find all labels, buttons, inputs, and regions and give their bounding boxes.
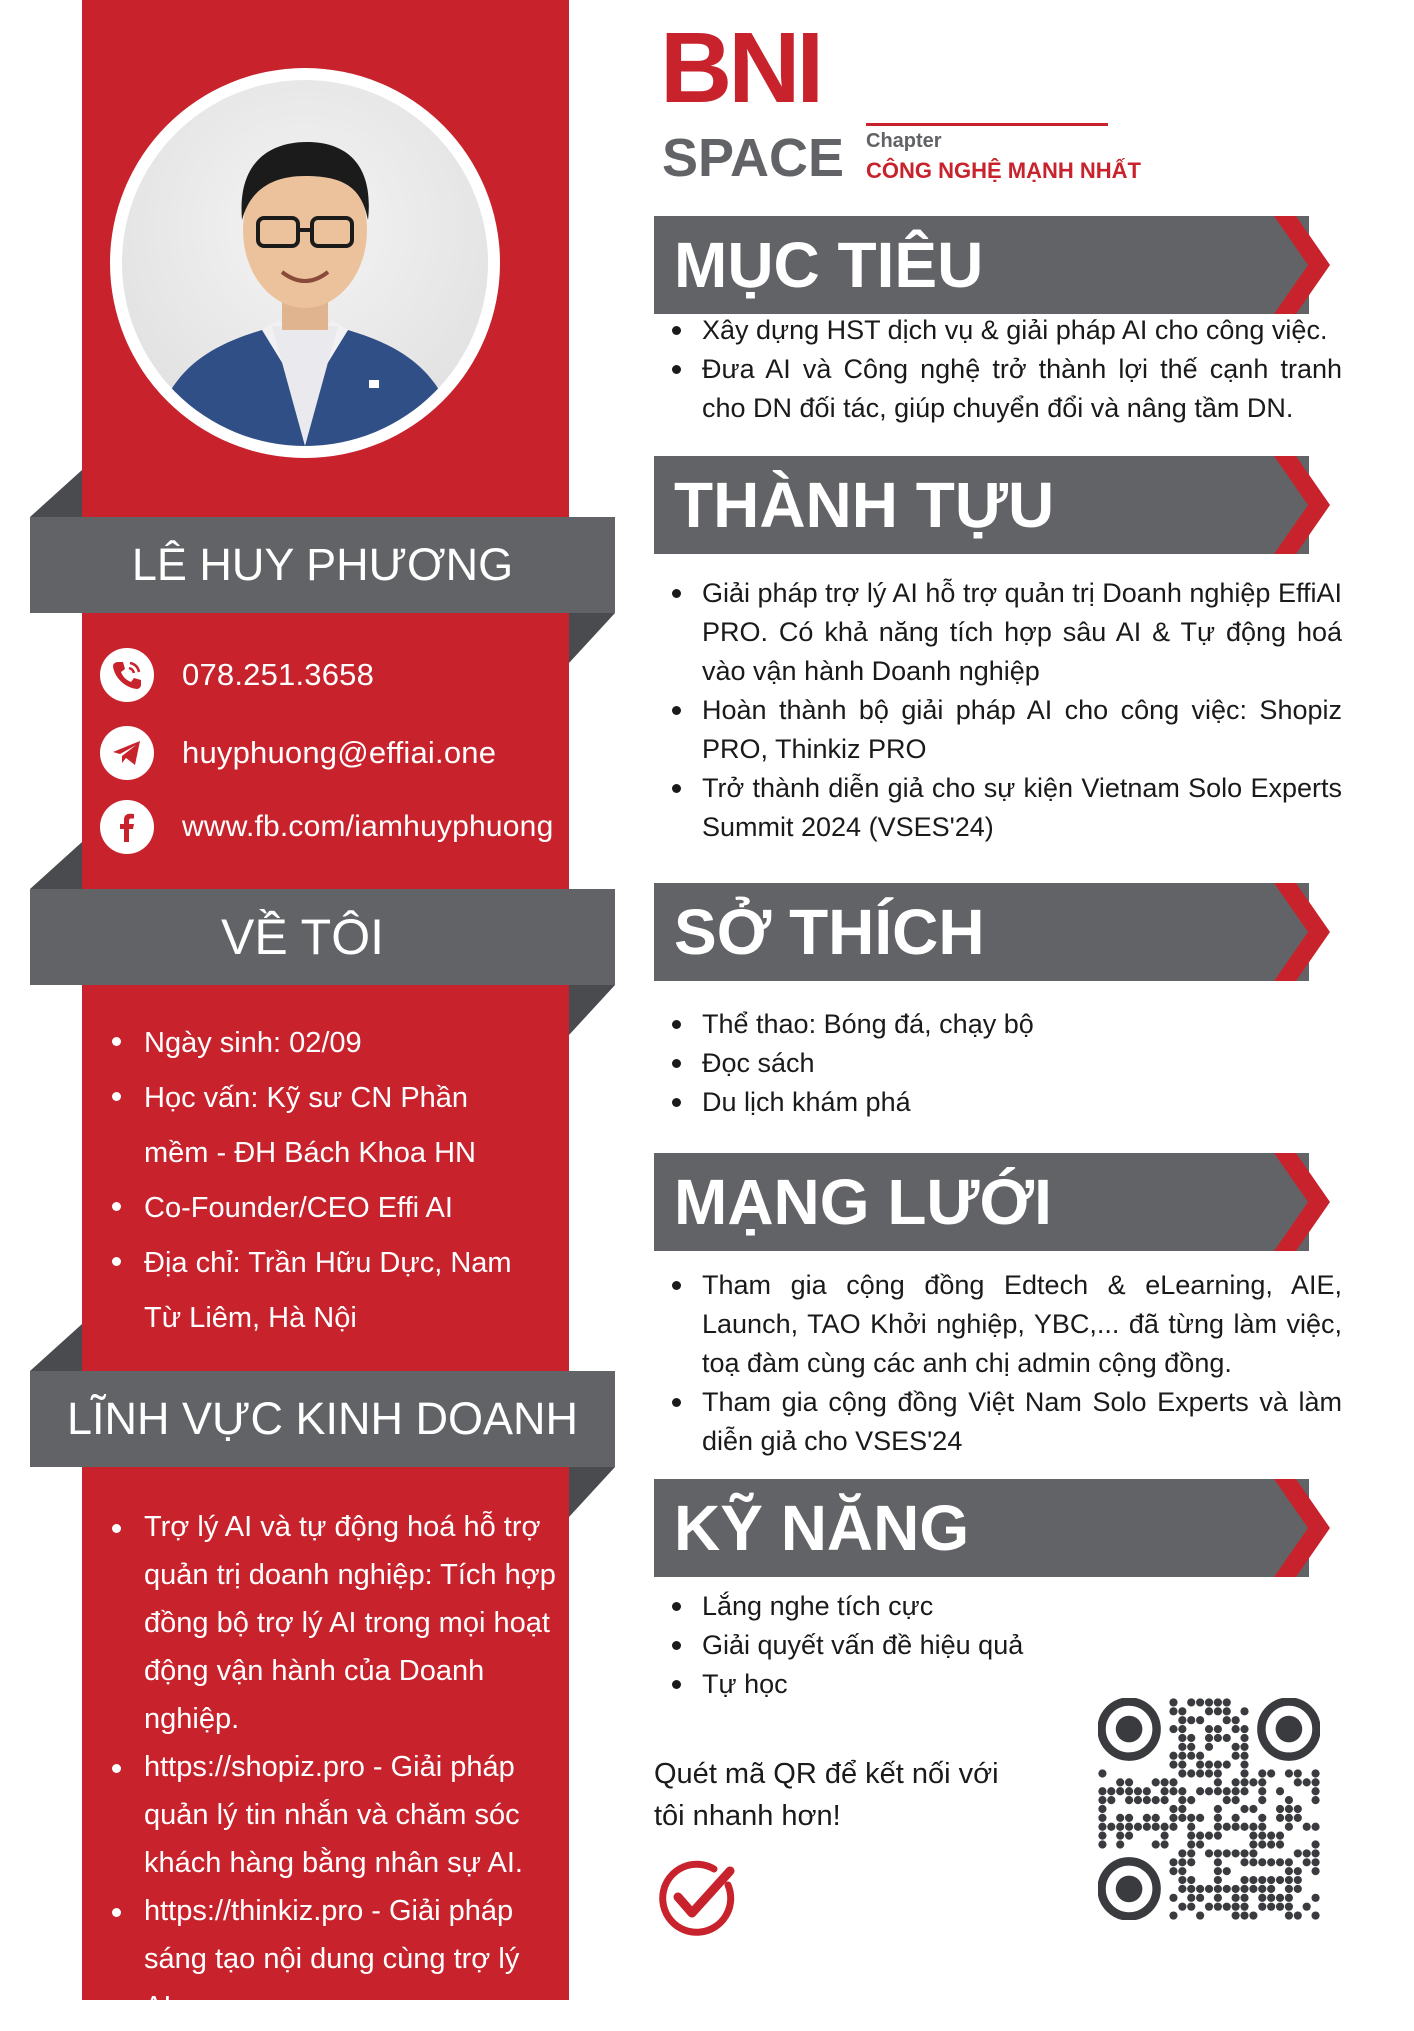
chevron-right-icon — [1274, 456, 1330, 554]
section-list — [654, 574, 1342, 847]
section-band — [654, 456, 1314, 554]
list-item: Tham gia cộng đồng Việt Nam Solo Experts và làm diễn giả cho VSES'24 — [654, 1383, 1342, 1461]
list-item: Trở thành diễn giả cho sự kiện Vietnam Solo Experts Summit 2024 (VSES'24) — [654, 769, 1342, 847]
bni-logo: BNI — [660, 12, 821, 124]
qr-code[interactable] — [1098, 1698, 1320, 1920]
section-heading: KỸ NĂNG — [654, 1479, 1309, 1577]
business-heading: LĨNH VỰC KINH DOANH — [67, 1393, 578, 1444]
band-fold — [569, 985, 615, 1035]
chevron-right-icon — [1274, 1479, 1330, 1577]
section-band — [654, 216, 1314, 314]
section-heading: THÀNH TỰU — [654, 456, 1309, 554]
section-band — [654, 883, 1314, 981]
section-list — [654, 1266, 1342, 1461]
business-list — [110, 1503, 560, 2031]
list-item: Thể thao: Bóng đá, chạy bộ — [654, 1005, 1342, 1044]
name-band — [30, 517, 615, 613]
list-item: Đọc sách — [654, 1044, 1342, 1083]
telegram-icon — [100, 726, 154, 780]
contact-email[interactable] — [100, 726, 496, 780]
band-fold — [30, 1324, 82, 1371]
facebook-icon — [100, 800, 154, 854]
chevron-right-icon — [1274, 216, 1330, 314]
list-item: Xây dựng HST dịch vụ & giải pháp AI cho công việc. — [654, 311, 1342, 350]
about-band — [30, 889, 615, 985]
email-address: huyphuong@effiai.one — [182, 735, 497, 770]
section-band — [654, 1479, 1314, 1577]
band-fold — [30, 470, 82, 517]
qr-caption: Quét mã QR để kết nối với tôi nhanh hơn! — [654, 1758, 999, 1832]
person-name: LÊ HUY PHƯƠNG — [131, 539, 514, 590]
about-list — [110, 1016, 540, 1346]
section-list — [654, 1005, 1342, 1122]
band-fold — [569, 613, 615, 663]
contact-facebook[interactable] — [100, 800, 553, 854]
list-item: Trợ lý AI và tự động hoá hỗ trợ quản trị doanh nghiệp: Tích hợp đồng bộ trợ lý AI trong mọi hoạt động vận hành của Doanh nghiệp. — [110, 1503, 560, 1743]
list-item: Co-Founder/CEO Effi AI — [110, 1181, 540, 1236]
list-item: https://shopiz.pro - Giải pháp quản lý tin nhắn và chăm sóc khách hàng bằng nhân sự AI. — [110, 1743, 560, 1887]
list-item: Giải pháp trợ lý AI hỗ trợ quản trị Doanh nghiệp EffiAI PRO. Có khả năng tích hợp sâu AI & Tự động hoá vào vận hành Doanh nghiệp — [654, 574, 1342, 691]
list-item: Du lịch khám phá — [654, 1083, 1342, 1122]
chevron-right-icon — [1274, 883, 1330, 981]
profile-photo — [122, 80, 488, 446]
section-band — [654, 1153, 1314, 1251]
list-item: Ngày sinh: 02/09 — [110, 1016, 540, 1071]
list-item: Địa chỉ: Trần Hữu Dực, Nam Từ Liêm, Hà Nội — [110, 1236, 540, 1346]
contact-phone[interactable] — [100, 648, 374, 702]
band-fold — [30, 842, 82, 889]
list-item: Tham gia cộng đồng Edtech & eLearning, AIE, Launch, TAO Khởi nghiệp, YBC,... đã từng làm việc, toạ đàm cùng các anh chị admin cộng đồng. — [654, 1266, 1342, 1383]
section-heading: SỞ THÍCH — [654, 883, 1309, 981]
space-label: SPACE — [662, 128, 845, 188]
section-list — [654, 1587, 1342, 1704]
list-item: Hoàn thành bộ giải pháp AI cho công việc: Shopiz PRO, Thinkiz PRO — [654, 691, 1342, 769]
list-item: Học vấn: Kỹ sư CN Phần mềm - ĐH Bách Khoa HN — [110, 1071, 540, 1181]
phone-icon — [100, 648, 154, 702]
section-heading: MỤC TIÊU — [654, 216, 1309, 314]
section-heading: MẠNG LƯỚI — [654, 1153, 1309, 1251]
list-item: https://thinkiz.pro - Giải pháp sáng tạo nội dung cùng trợ lý AI. — [110, 1887, 560, 2031]
facebook-link: www.fb.com/iamhuyphuong — [182, 810, 554, 843]
list-item: Tự học — [654, 1665, 1342, 1704]
about-heading: VỀ TÔI — [220, 909, 384, 965]
chevron-right-icon — [1274, 1153, 1330, 1251]
chapter-name: CÔNG NGHỆ MẠNH NHẤT — [866, 158, 1141, 183]
phone-number: 078.251.3658 — [182, 657, 375, 692]
list-item: Giải quyết vấn đề hiệu quả — [654, 1626, 1342, 1665]
business-band — [30, 1371, 615, 1467]
logo-divider — [866, 123, 1108, 126]
list-item: Lắng nghe tích cực — [654, 1587, 1342, 1626]
section-list — [654, 311, 1342, 428]
list-item: Đưa AI và Công nghệ trở thành lợi thế cạnh tranh cho DN đối tác, giúp chuyển đổi và nâng tầm DN. — [654, 350, 1342, 428]
chapter-label: Chapter — [866, 130, 942, 152]
band-fold — [569, 1467, 615, 1517]
check-circle-icon — [656, 1857, 738, 1944]
